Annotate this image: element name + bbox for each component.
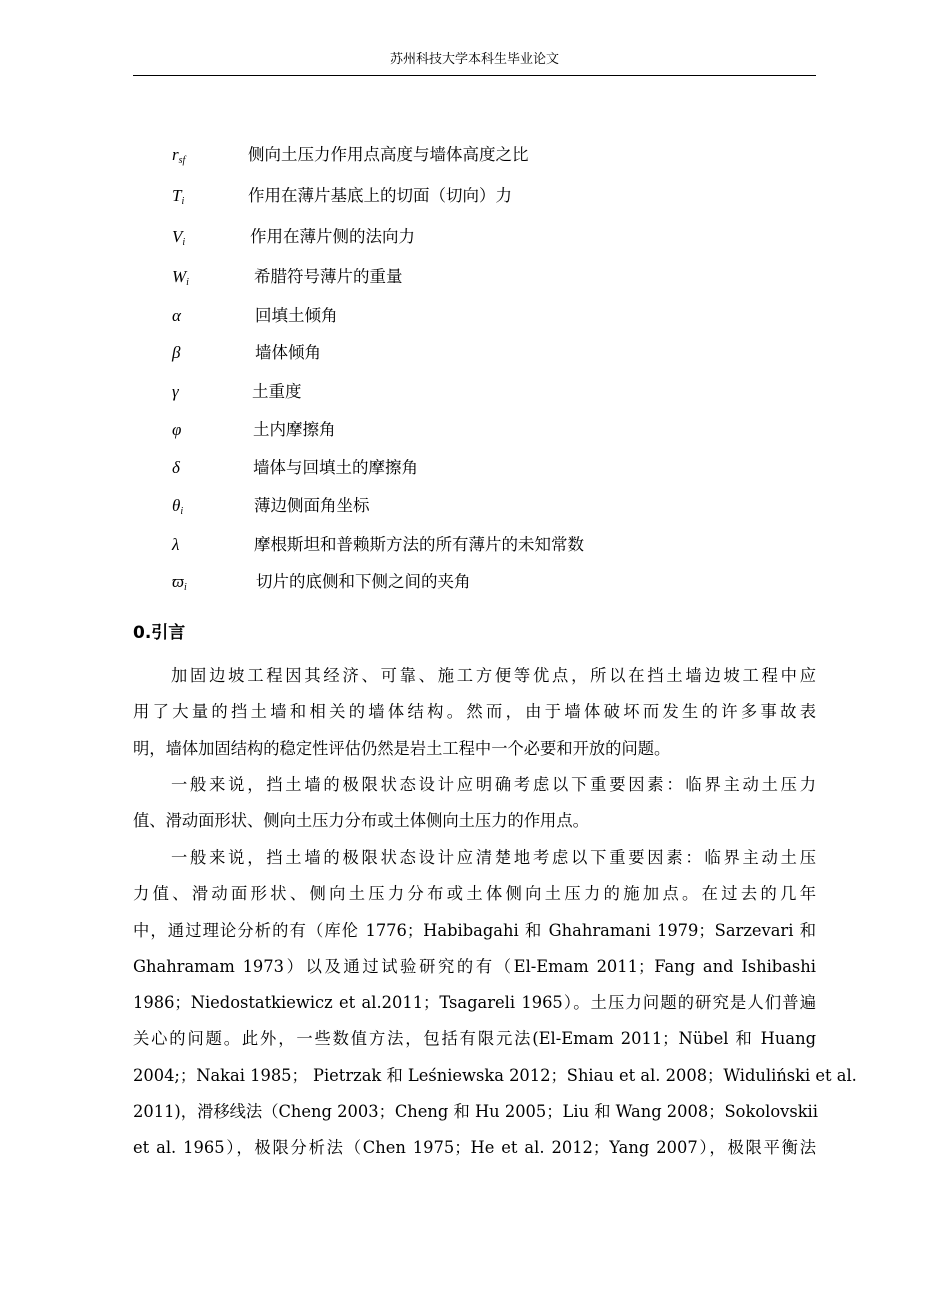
paragraph-line: et al. 1965），极限分析法（Chen 1975；He et al. 2012；Yang 2007），极限平衡法 — [133, 1138, 816, 1158]
symbol-definition: 切片的底侧和下侧之间的夹角 — [256, 572, 471, 591]
symbol-row — [0, 183, 926, 209]
symbol: α — [172, 306, 181, 325]
symbol: $\theta_i$ — [172, 496, 184, 517]
paragraph-line: 中，通过理论分析的有（库伦 1776；Habibagahi 和 Ghahramani 1979；Sarzevari 和 — [133, 920, 816, 940]
paragraph — [133, 658, 816, 767]
symbol-definition: 摩根斯坦和普赖斯方法的所有薄片的未知常数 — [254, 535, 584, 554]
symbol-row — [0, 340, 926, 366]
symbol: λ — [172, 535, 180, 554]
symbol-row — [0, 303, 926, 329]
symbol-row — [0, 224, 926, 250]
paragraph-line: 加固边坡工程因其经济、可靠、施工方便等优点，所以在挡土墙边坡工程中应 — [171, 666, 816, 685]
symbol: β — [172, 343, 181, 362]
symbol-definition: 作用在薄片侧的法向力 — [250, 227, 415, 246]
paragraph-line: 用了大量的挡土墙和相关的墙体结构。然而，由于墙体破坏而发生的许多事故表 — [133, 702, 816, 722]
paragraph-line: 2011)，滑移线法（Cheng 2003；Cheng 和 Hu 2005；Liu 和 Wang 2008；Sokolovskii — [133, 1102, 818, 1122]
symbol: φ — [172, 420, 182, 439]
symbol-definition: 作用在薄片基底上的切面（切向）力 — [248, 186, 512, 205]
page-header: 苏州科技大学本科生毕业论文 — [389, 52, 559, 67]
paragraph-line: 明，墙体加固结构的稳定性评估仍然是岩土工程中一个必要和开放的问题。 — [133, 738, 671, 758]
paragraph-line: 1986；Niedostatkiewicz et al.2011；Tsagareli 1965）。土压力问题的研究是人们普遍 — [133, 993, 816, 1013]
symbol: $V_i$ — [172, 227, 186, 248]
paragraph-line: 力值、滑动面形状、侧向土压力分布或土体侧向土压力的施加点。在过去的几年 — [133, 884, 816, 904]
symbol-row — [0, 264, 926, 290]
symbol-definition: 回填土倾角 — [255, 306, 338, 325]
symbol-definition: 墙体与回填土的摩擦角 — [253, 458, 418, 477]
symbol: $r_{sf}$ — [172, 145, 186, 166]
symbol-definition: 侧向土压力作用点高度与墙体高度之比 — [248, 145, 529, 164]
symbol: γ — [172, 382, 179, 401]
paragraph — [133, 840, 857, 1167]
paragraph-line: 2004;；Nakai 1985； Pietrzak 和 Leśniewska 2012；Shiau et al. 2008；Widuliński et al. — [133, 1065, 857, 1085]
paragraph-line: Ghahramam 1973）以及通过试验研究的有（El-Emam 2011；Fang and Ishibashi — [133, 956, 816, 976]
symbol-row — [0, 455, 926, 481]
symbol-row — [0, 569, 926, 595]
symbol-row — [0, 493, 926, 519]
symbol-definition: 希腊符号薄片的重量 — [254, 267, 403, 286]
symbol: $W_i$ — [172, 267, 189, 288]
paragraph-line: 关心的问题。此外，一些数值方法，包括有限元法(El-Emam 2011；Nübel 和 Huang — [133, 1029, 816, 1049]
symbol: $ϖ_i$ — [172, 572, 187, 593]
paragraph-line: 值、滑动面形状、侧向土压力分布或土体侧向土压力的作用点。 — [133, 811, 589, 831]
paragraph-line: 一般来说，挡土墙的极限状态设计应清楚地考虑以下重要因素：临界主动土压 — [171, 848, 816, 867]
symbol-definition: 墙体倾角 — [255, 343, 321, 362]
section-title: 0.引言 — [133, 623, 186, 643]
symbol-row — [0, 142, 926, 168]
symbol-definition: 土重度 — [252, 382, 302, 401]
symbol: $T_i$ — [172, 186, 185, 207]
symbol-row — [0, 417, 926, 443]
symbol-definition: 薄边侧面角坐标 — [254, 496, 370, 515]
paragraph-line: 一般来说，挡土墙的极限状态设计应明确考虑以下重要因素：临界主动土压力 — [171, 775, 816, 794]
symbol: δ — [172, 458, 180, 477]
symbol-definition: 土内摩擦角 — [253, 420, 336, 439]
symbol-row — [0, 532, 926, 558]
symbol-row — [0, 379, 926, 405]
header-rule — [133, 75, 816, 76]
paragraph — [133, 767, 816, 840]
